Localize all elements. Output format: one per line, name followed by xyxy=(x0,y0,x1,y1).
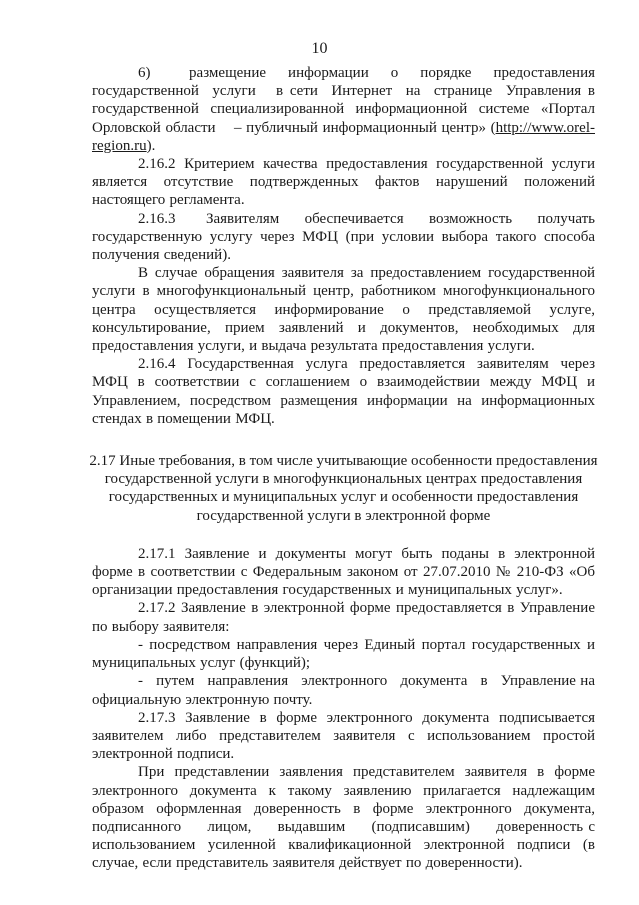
section-heading-wrap xyxy=(88,452,599,525)
paragraph-2-17-1: 2.17.1 Заявление и документы могут быть поданы в электронной форме в соответствии с Федеральным законом от 27.07.2010 № 210-ФЗ «Об организации предоставления государственных и муниципальных услуг». xyxy=(92,545,595,599)
paragraph-2-16-4: 2.16.4 Государственная услуга предоставляется заявителям через МФЦ в соответствии с соглашением о взаимодействии между МФЦ и Управлением, посредством размещения информации на информационных стендах в помещении МФЦ. xyxy=(92,356,595,427)
paragraph-2-16-2: 2.16.2 Критерием качества предоставления государственной услуги является отсутствие подтвержденных фактов нарушений положений настоящего регламента. xyxy=(92,156,595,209)
list-item-portal: - посредством направления через Единый портал государственных и муниципальных услуг (функций); xyxy=(92,636,595,672)
paragraph-representative: При представлении заявления представителем заявителя в форме электронного документа к такому заявлению прилагается надлежащим образом оформленная доверенность в форме электронного документа, подписанного лицом, выдавшим (подписавшим) доверенность с использованием усиленной квалификационной электронной подписи (в случае, если представитель заявителя действует по доверенности). xyxy=(92,764,595,872)
section-heading-2-17: 2.17 Иные требования, в том числе учитывающие особенности предоставления государственной услуги в многофункциональных центрах предоставления государственных и муниципальных услуг и особенности предоставления государственной услуги в электронной форме xyxy=(89,453,598,524)
portal-link[interactable]: http://www.orel-region.ru xyxy=(92,119,595,154)
paragraph-text: 6) размещение информации о порядке предоставления государственной услуги в сети Интернет на странице Управления в государственной специализированной информационной системе «Портал Орловской области – публичный информационный центр» ( xyxy=(92,65,595,136)
page-number: 10 xyxy=(311,40,328,57)
list-item-email: - путем направления электронного документа в Управление на официальную электронную почту. xyxy=(92,673,595,708)
paragraph-tail: ). xyxy=(146,137,156,154)
paragraph-6-info-placement xyxy=(92,64,595,155)
document-body xyxy=(89,64,598,873)
paragraph-2-16-3: 2.16.3 Заявителям обеспечивается возможность получать государственную услугу через МФЦ (при условии выбора такого способа получения сведений). xyxy=(92,210,595,264)
paragraph-mfc-case: В случае обращения заявителя за предоставлением государственной услуги в многофункциональный центр, работником многофункционального центра осуществляется информирование о представляемой услуге, консультирование, прием заявлений и документов, необходимых для предоставления услуги, и выдача результата предоставления услуги. xyxy=(92,265,595,355)
paragraph-2-17-3: 2.17.3 Заявление в форме электронного документа подписывается заявителем либо представителем заявителя с использованием простой электронной подписи. xyxy=(92,709,595,763)
paragraph-2-17-2: 2.17.2 Заявление в электронной форме предоставляется в Управление по выбору заявителя: xyxy=(92,600,595,635)
